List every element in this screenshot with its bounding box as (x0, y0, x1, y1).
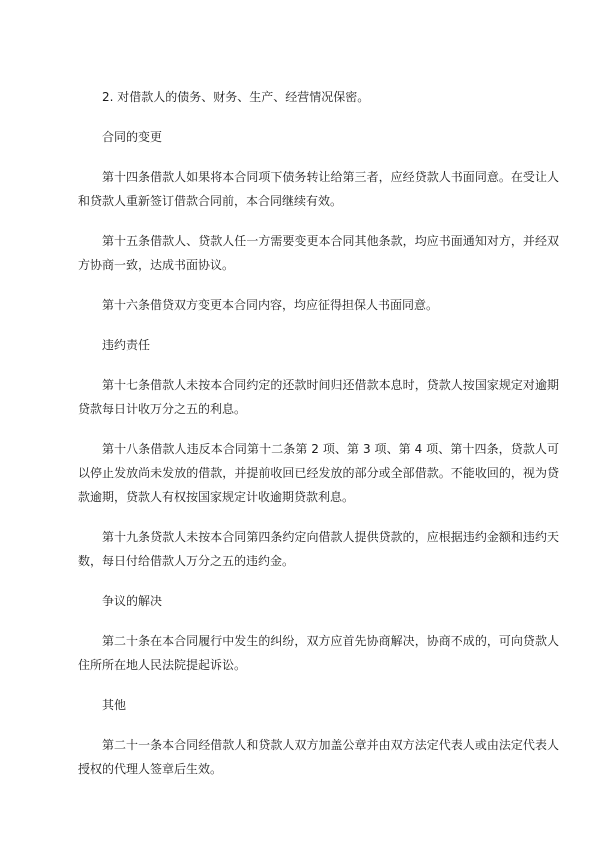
article-19-paragraph: 第十九条贷款人未按本合同第四条约定向借款人提供贷款的，应根据违约金额和违约天数，每日付给借款人万分之五的违约金。 (78, 530, 559, 568)
article-15-paragraph: 第十五条借款人、贷款人任一方需要变更本合同其他条款，均应书面通知对方，并经双方协商一致，达成书面协议。 (78, 234, 559, 272)
section-heading-breach-liability: 违约责任 (102, 338, 151, 352)
article-14-paragraph: 第十四条借款人如果将本合同项下债务转让给第三者，应经贷款人书面同意。在受让人和贷款人重新签订借款合同前，本合同继续有效。 (78, 170, 559, 208)
article-21-paragraph: 第二十一条本合同经借款人和贷款人双方加盖公章并由双方法定代表人或由法定代表人授权的代理人签章后生效。 (78, 738, 559, 776)
article-16-paragraph: 第十六条借贷双方变更本合同内容，均应征得担保人书面同意。 (102, 298, 439, 312)
article-20-paragraph: 第二十条在本合同履行中发生的纠纷，双方应首先协商解决，协商不成的，可向贷款人住所所在地人民法院提起诉讼。 (78, 634, 559, 672)
section-heading-contract-change: 合同的变更 (102, 130, 163, 144)
article-17-paragraph: 第十七条借款人未按本合同约定的还款时间归还借款本息时，贷款人按国家规定对逾期贷款每日计收万分之五的利息。 (78, 378, 559, 416)
article-18-paragraph: 第十八条借款人违反本合同第十二条第 2 项、第 3 项、第 4 项、第十四条，贷款人可以停止发放尚未发放的借款，并提前收回已经发放的部分或全部借款。不能收回的，视为贷款逾期，贷款人有权按国家规定计收逾期贷款利息。 (78, 442, 559, 504)
section-heading-other: 其他 (102, 698, 127, 712)
item-2-paragraph: 2. 对借款人的债务、财务、生产、经营情况保密。 (102, 90, 370, 104)
section-heading-dispute-resolution: 争议的解决 (102, 594, 163, 608)
